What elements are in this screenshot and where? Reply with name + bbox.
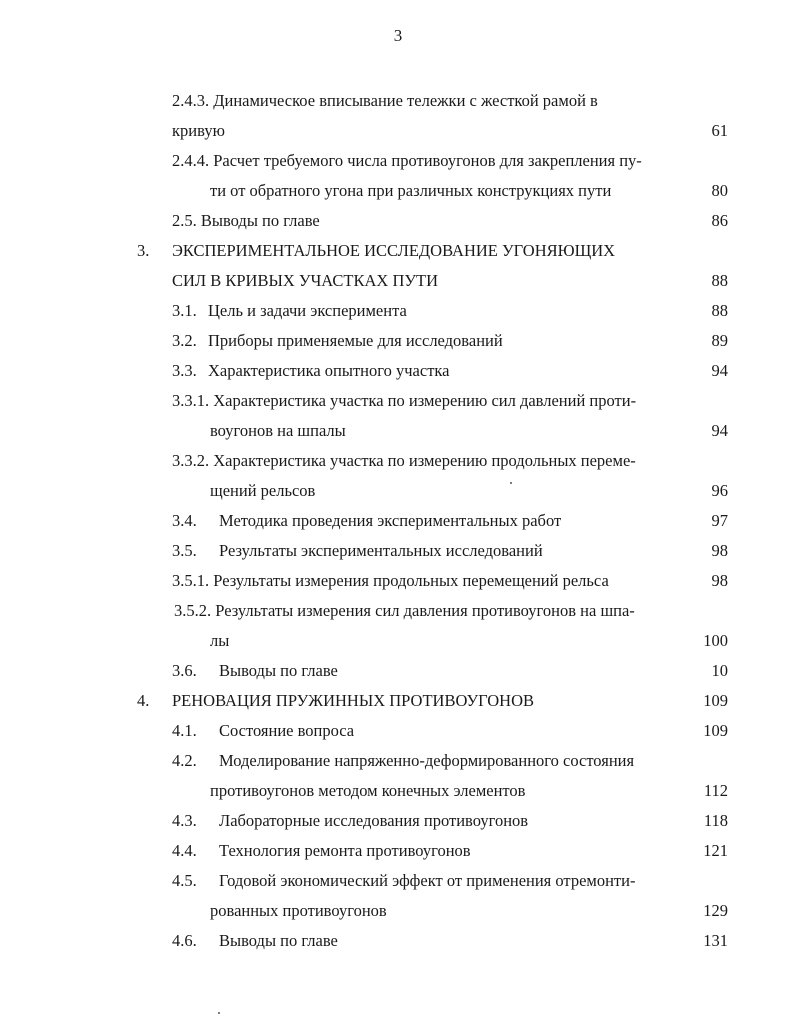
toc-entry-text: 3.3.1. Характеристика участка по измерению сил давлений проти- (172, 391, 637, 410)
toc-entry-text: 2.4.3. Динамическое вписывание тележки с жесткой рамой в (172, 91, 598, 110)
toc-entry-3-1 (0, 296, 796, 326)
toc-entry-3-4 (0, 506, 796, 536)
toc-page-number: 88 (711, 271, 728, 290)
toc-entry-text: лы (210, 631, 230, 650)
toc-chapter-number: 4. (137, 691, 150, 710)
toc-entry-3-5-2 (0, 596, 796, 626)
toc-entry-text: Выводы по главе (219, 661, 338, 680)
toc-page-number: 10 (711, 661, 728, 680)
toc-entry-number: 3.6. (172, 661, 197, 680)
toc-page-number: 112 (703, 781, 728, 800)
toc-page-number: 129 (703, 901, 728, 920)
toc-page-number: 96 (711, 481, 728, 500)
toc-entry-4-5-cont (0, 896, 796, 926)
toc-chapter-3-cont (0, 266, 796, 296)
toc-entry-text: щений рельсов (210, 481, 316, 500)
toc-entry-text: Методика проведения экспериментальных работ (219, 511, 562, 530)
toc-entry-3-5 (0, 536, 796, 566)
toc-entry-text: 3.5.2. Результаты измерения сил давления противоугонов на шпа- (174, 601, 635, 620)
toc-entry-number: 4.2. (172, 751, 197, 770)
toc-entry-number: 4.3. (172, 811, 197, 830)
toc-entry-2-4-3 (0, 86, 796, 116)
toc-entry-text: 3.5.1. Результаты измерения продольных перемещений рельса (172, 571, 609, 590)
toc-page-number: 88 (711, 301, 728, 320)
scan-speck (510, 482, 512, 484)
toc-entry-number: 4.6. (172, 931, 197, 950)
toc-page-number: 61 (711, 121, 728, 140)
toc-entry-2-5 (0, 206, 796, 236)
scan-speck (218, 1012, 220, 1014)
toc-entry-3-3-1-cont (0, 416, 796, 446)
toc-entry-number: 3.5. (172, 541, 197, 560)
toc-entry-text: Лабораторные исследования противоугонов (219, 811, 529, 830)
toc-entry-text: Цель и задачи эксперимента (208, 301, 407, 320)
toc-page-number: 100 (703, 631, 728, 650)
toc-entry-number: 4.5. (172, 871, 197, 890)
toc-page-number: 118 (703, 811, 728, 830)
toc-entry-text: Моделирование напряженно-деформированного состояния (219, 751, 635, 770)
toc-entry-2-4-3-cont (0, 116, 796, 146)
toc-entry-text: 3.3.2. Характеристика участка по измерению продольных переме- (172, 451, 636, 470)
toc-page-number: 86 (711, 211, 728, 230)
toc-entry-3-3-1 (0, 386, 796, 416)
toc-entry-2-4-4 (0, 146, 796, 176)
toc-chapter-4 (0, 686, 796, 716)
toc-page-number: 121 (703, 841, 728, 860)
toc-entry-text: ти от обратного угона при различных конструкциях пути (210, 181, 612, 200)
table-of-contents (0, 86, 796, 966)
page-number: 3 (393, 26, 403, 45)
toc-page-number: 97 (711, 511, 728, 530)
toc-entry-3-5-1 (0, 566, 796, 596)
toc-page-number: 98 (711, 541, 728, 560)
toc-entry-text: Состояние вопроса (219, 721, 355, 740)
toc-entry-3-6 (0, 656, 796, 686)
toc-entry-4-2 (0, 746, 796, 776)
toc-entry-3-5-2-cont (0, 626, 796, 656)
toc-page-number: 131 (703, 931, 728, 950)
toc-entry-4-5 (0, 866, 796, 896)
toc-entry-4-4 (0, 836, 796, 866)
toc-chapter-number: 3. (137, 241, 150, 260)
toc-entry-3-3 (0, 356, 796, 386)
toc-chapter-title: РЕНОВАЦИЯ ПРУЖИННЫХ ПРОТИВОУГОНОВ (172, 691, 535, 710)
toc-entry-text: Результаты экспериментальных исследований (219, 541, 543, 560)
toc-entry-text: 2.4.4. Расчет требуемого числа противоугонов для закрепления пу- (172, 151, 642, 170)
toc-entry-number: 4.1. (172, 721, 197, 740)
toc-page-number: 89 (711, 331, 728, 350)
toc-entry-4-2-cont (0, 776, 796, 806)
toc-entry-3-3-2-cont (0, 476, 796, 506)
toc-entry-text: Годовой экономический эффект от применения отремонти- (219, 871, 636, 890)
toc-chapter-title: СИЛ В КРИВЫХ УЧАСТКАХ ПУТИ (172, 271, 439, 290)
toc-entry-text: Характеристика опытного участка (208, 361, 450, 380)
toc-entry-text: Выводы по главе (219, 931, 338, 950)
toc-entry-text: противоугонов методом конечных элементов (210, 781, 526, 800)
toc-entry-3-3-2 (0, 446, 796, 476)
toc-chapter-title: ЭКСПЕРИМЕНТАЛЬНОЕ ИССЛЕДОВАНИЕ УГОНЯЮЩИХ (172, 241, 616, 260)
toc-entry-number: 3.4. (172, 511, 197, 530)
toc-entry-text: Приборы применяемые для исследований (208, 331, 503, 350)
toc-entry-number: 3.3. (172, 361, 197, 380)
toc-entry-text: Технология ремонта противоугонов (219, 841, 471, 860)
toc-entry-4-1 (0, 716, 796, 746)
toc-page-number: 94 (711, 421, 728, 440)
toc-chapter-3 (0, 236, 796, 266)
toc-entry-number: 3.1. (172, 301, 197, 320)
toc-page-number: 94 (711, 361, 728, 380)
toc-entry-3-2 (0, 326, 796, 356)
toc-entry-4-6 (0, 926, 796, 956)
toc-entry-text: воугонов на шпалы (210, 421, 346, 440)
toc-entry-text: кривую (172, 121, 225, 140)
toc-entry-4-3 (0, 806, 796, 836)
toc-page-number: 98 (711, 571, 728, 590)
toc-entry-2-4-4-cont (0, 176, 796, 206)
toc-page-number: 80 (711, 181, 728, 200)
toc-entry-number: 4.4. (172, 841, 197, 860)
toc-entry-text: рованных противоугонов (210, 901, 387, 920)
toc-page-number: 109 (703, 721, 728, 740)
toc-entry-text: 2.5. Выводы по главе (172, 211, 320, 230)
toc-page-number: 109 (703, 691, 728, 710)
toc-entry-number: 3.2. (172, 331, 197, 350)
